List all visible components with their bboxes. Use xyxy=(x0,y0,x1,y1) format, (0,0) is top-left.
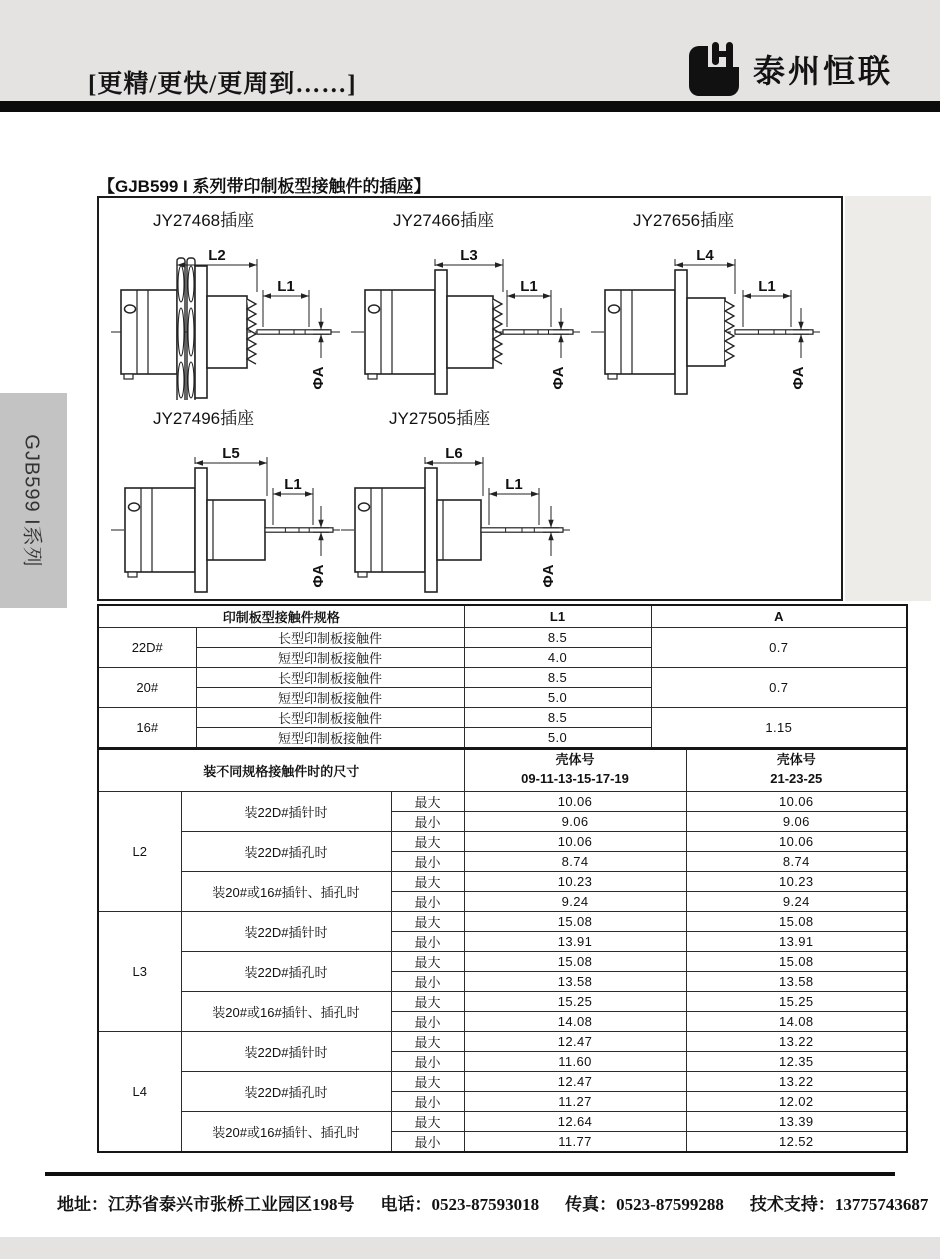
shell2-value: 12.35 xyxy=(686,1051,907,1071)
a-header: A xyxy=(651,605,907,627)
shell1-value: 9.24 xyxy=(464,891,686,911)
connector-drawing xyxy=(337,430,577,598)
min-label: 最小 xyxy=(391,851,464,871)
shell2-value: 15.08 xyxy=(686,951,907,971)
shell2-value: 13.91 xyxy=(686,931,907,951)
dim-group-label: L4 xyxy=(98,1031,181,1152)
shell1-value: 15.08 xyxy=(464,951,686,971)
connector-figure xyxy=(337,404,577,600)
max-label: 最大 xyxy=(391,1111,464,1131)
table-header-row xyxy=(98,605,907,627)
shell1-value: 12.64 xyxy=(464,1111,686,1131)
footer-band xyxy=(0,1237,940,1259)
shell1-value: 10.06 xyxy=(464,831,686,851)
footer-item xyxy=(565,1195,724,1214)
footer-item-value: 江苏省泰兴市张桥工业园区198号 xyxy=(108,1195,355,1214)
connector-figure xyxy=(587,206,827,402)
table-row xyxy=(98,791,907,811)
connector-name: JY27656插座 xyxy=(633,211,735,230)
table-row xyxy=(98,951,907,971)
max-label: 最大 xyxy=(391,991,464,1011)
footer-item xyxy=(381,1195,540,1214)
min-label: 最小 xyxy=(391,1051,464,1071)
shell1-value: 9.06 xyxy=(464,811,686,831)
shell1-value: 14.08 xyxy=(464,1011,686,1031)
dimension-label: L1 xyxy=(284,476,302,493)
shell2-value: 12.02 xyxy=(686,1091,907,1111)
l1-value: 8.5 xyxy=(464,707,651,727)
contact-size: 22D# xyxy=(98,627,196,667)
dimension-label: L4 xyxy=(696,247,714,264)
config-desc: 装22D#插针时 xyxy=(181,1031,391,1071)
connector-diagrams-panel xyxy=(97,196,843,601)
config-desc: 装22D#插针时 xyxy=(181,911,391,951)
connector-name: JY27466插座 xyxy=(393,211,495,230)
contact-type: 短型印制板接触件 xyxy=(196,647,464,667)
a-value: 0.7 xyxy=(651,627,907,667)
shell-header-line: 壳体号 xyxy=(555,752,595,768)
table-row xyxy=(98,1071,907,1091)
footer-item-value: 0523-87593018 xyxy=(431,1195,540,1214)
shell1-value: 11.60 xyxy=(464,1051,686,1071)
max-label: 最大 xyxy=(391,1031,464,1051)
shell1-value: 10.06 xyxy=(464,791,686,811)
spec-header: 印制板型接触件规格 xyxy=(98,605,464,627)
footer-item-label: 传真： xyxy=(565,1195,617,1214)
shell-header-line: 21-23-25 xyxy=(770,771,823,787)
table-row xyxy=(98,707,907,727)
shell2-value: 10.06 xyxy=(686,791,907,811)
max-label: 最大 xyxy=(391,1071,464,1091)
shell2-value: 10.23 xyxy=(686,871,907,891)
l1-value: 8.5 xyxy=(464,627,651,647)
config-desc: 装20#或16#插针、插孔时 xyxy=(181,991,391,1031)
dimension-label: L1 xyxy=(520,278,538,295)
table-row xyxy=(98,911,907,931)
contact-type: 长型印制板接触件 xyxy=(196,667,464,687)
shell-header-line: 壳体号 xyxy=(776,752,816,768)
shell-header-2 xyxy=(686,749,907,791)
connector-name: JY27468插座 xyxy=(153,211,255,230)
contact-type: 短型印制板接触件 xyxy=(196,687,464,707)
shell1-value: 12.47 xyxy=(464,1031,686,1051)
scan-shading xyxy=(845,196,931,601)
config-desc: 装20#或16#插针、插孔时 xyxy=(181,1111,391,1152)
table-row xyxy=(98,1111,907,1131)
l1-value: 8.5 xyxy=(464,667,651,687)
footer-contact-info xyxy=(57,1190,940,1215)
a-value: 1.15 xyxy=(651,707,907,748)
min-label: 最小 xyxy=(391,811,464,831)
shell2-value: 14.08 xyxy=(686,1011,907,1031)
connector-name: JY27505插座 xyxy=(389,409,491,428)
shell2-value: 13.58 xyxy=(686,971,907,991)
footer-item-label: 电话： xyxy=(380,1195,432,1214)
shell-header-1 xyxy=(464,749,686,791)
l1-value: 5.0 xyxy=(464,727,651,748)
table-row xyxy=(98,627,907,647)
l1-value: 5.0 xyxy=(464,687,651,707)
dimension-table xyxy=(97,748,908,1153)
shell1-value: 12.47 xyxy=(464,1071,686,1091)
min-label: 最小 xyxy=(391,1131,464,1152)
max-label: 最大 xyxy=(391,831,464,851)
shell1-value: 8.74 xyxy=(464,851,686,871)
connector-figure xyxy=(107,206,347,402)
config-desc: 装20#或16#插针、插孔时 xyxy=(181,871,391,911)
dimension-label: ΦA xyxy=(790,366,807,390)
table-row xyxy=(98,991,907,1011)
header-divider-bar xyxy=(0,101,940,112)
contact-type: 长型印制板接触件 xyxy=(196,627,464,647)
page-title: 【GJB599 I 系列带印制板型接触件的插座】 xyxy=(98,177,431,196)
table-row xyxy=(98,831,907,851)
table-header-row xyxy=(98,749,907,791)
footer-item-label: 技术支持： xyxy=(749,1195,835,1214)
contact-type: 短型印制板接触件 xyxy=(196,727,464,748)
min-label: 最小 xyxy=(391,971,464,991)
config-desc: 装22D#插孔时 xyxy=(181,951,391,991)
min-label: 最小 xyxy=(391,1011,464,1031)
connector-figure xyxy=(107,404,347,600)
footer-item-value: 0523-87599288 xyxy=(616,1195,724,1214)
shell1-value: 13.91 xyxy=(464,931,686,951)
dimension-label: L3 xyxy=(460,247,478,264)
shell2-value: 13.22 xyxy=(686,1031,907,1051)
shell2-value: 8.74 xyxy=(686,851,907,871)
config-desc: 装22D#插孔时 xyxy=(181,1071,391,1111)
contact-type: 长型印制板接触件 xyxy=(196,707,464,727)
shell1-value: 13.58 xyxy=(464,971,686,991)
min-label: 最小 xyxy=(391,891,464,911)
shell1-value: 15.08 xyxy=(464,911,686,931)
footer-item-label: 地址： xyxy=(57,1195,108,1214)
max-label: 最大 xyxy=(391,911,464,931)
dimension-label: ΦA xyxy=(310,564,327,588)
shell1-value: 10.23 xyxy=(464,871,686,891)
table-row xyxy=(98,871,907,891)
series-tab-label: GJB599 I系列 xyxy=(20,433,42,568)
min-label: 最小 xyxy=(391,931,464,951)
shell1-value: 11.77 xyxy=(464,1131,686,1152)
connector-drawing xyxy=(347,232,587,400)
footer-item-value: 13775743687 xyxy=(834,1195,929,1214)
shell1-value: 15.25 xyxy=(464,991,686,1011)
footer-divider-line xyxy=(45,1172,895,1176)
connector-figure xyxy=(347,206,587,402)
dimension-label: ΦA xyxy=(550,366,567,390)
shell2-value: 12.52 xyxy=(686,1131,907,1152)
connector-name: JY27496插座 xyxy=(153,409,255,428)
shell2-value: 9.24 xyxy=(686,891,907,911)
min-label: 最小 xyxy=(391,1091,464,1111)
contact-size: 16# xyxy=(98,707,196,748)
max-label: 最大 xyxy=(391,791,464,811)
table-row xyxy=(98,667,907,687)
a-value: 0.7 xyxy=(651,667,907,707)
shell2-value: 13.22 xyxy=(686,1071,907,1091)
max-label: 最大 xyxy=(391,951,464,971)
shell2-value: 9.06 xyxy=(686,811,907,831)
dimension-label: L2 xyxy=(208,247,226,264)
config-desc: 装22D#插针时 xyxy=(181,791,391,831)
connector-drawing xyxy=(107,232,347,400)
lh-logo-icon xyxy=(688,40,744,98)
series-side-tab xyxy=(0,393,67,608)
table-row xyxy=(98,1031,907,1051)
dimension-label: L1 xyxy=(277,278,295,295)
dimension-label: L6 xyxy=(445,445,463,462)
size-header: 装不同规格接触件时的尺寸 xyxy=(98,749,464,791)
connector-drawing xyxy=(107,430,347,598)
shell2-value: 15.08 xyxy=(686,911,907,931)
connector-drawing xyxy=(587,232,827,400)
dimension-label: L1 xyxy=(758,278,776,295)
l1-value: 4.0 xyxy=(464,647,651,667)
dimension-label: L1 xyxy=(505,476,523,493)
max-label: 最大 xyxy=(391,871,464,891)
dim-group-label: L3 xyxy=(98,911,181,1031)
dimension-label: L5 xyxy=(222,445,240,462)
company-logo xyxy=(688,40,893,98)
l1-header: L1 xyxy=(464,605,651,627)
contact-spec-table xyxy=(97,604,908,749)
shell-header-line: 09-11-13-15-17-19 xyxy=(521,771,629,787)
dim-group-label: L2 xyxy=(98,791,181,911)
contact-size: 20# xyxy=(98,667,196,707)
dimension-label: ΦA xyxy=(540,564,557,588)
shell2-value: 15.25 xyxy=(686,991,907,1011)
footer-item xyxy=(750,1195,929,1214)
config-desc: 装22D#插孔时 xyxy=(181,831,391,871)
dimension-label: ΦA xyxy=(310,366,327,390)
header-slogan: [更精/更快/更周到……] xyxy=(88,71,357,98)
footer-item xyxy=(57,1195,355,1214)
header-band xyxy=(0,0,940,101)
shell2-value: 10.06 xyxy=(686,831,907,851)
shell1-value: 11.27 xyxy=(464,1091,686,1111)
shell2-value: 13.39 xyxy=(686,1111,907,1131)
brand-name: 泰州恒联 xyxy=(753,53,894,89)
